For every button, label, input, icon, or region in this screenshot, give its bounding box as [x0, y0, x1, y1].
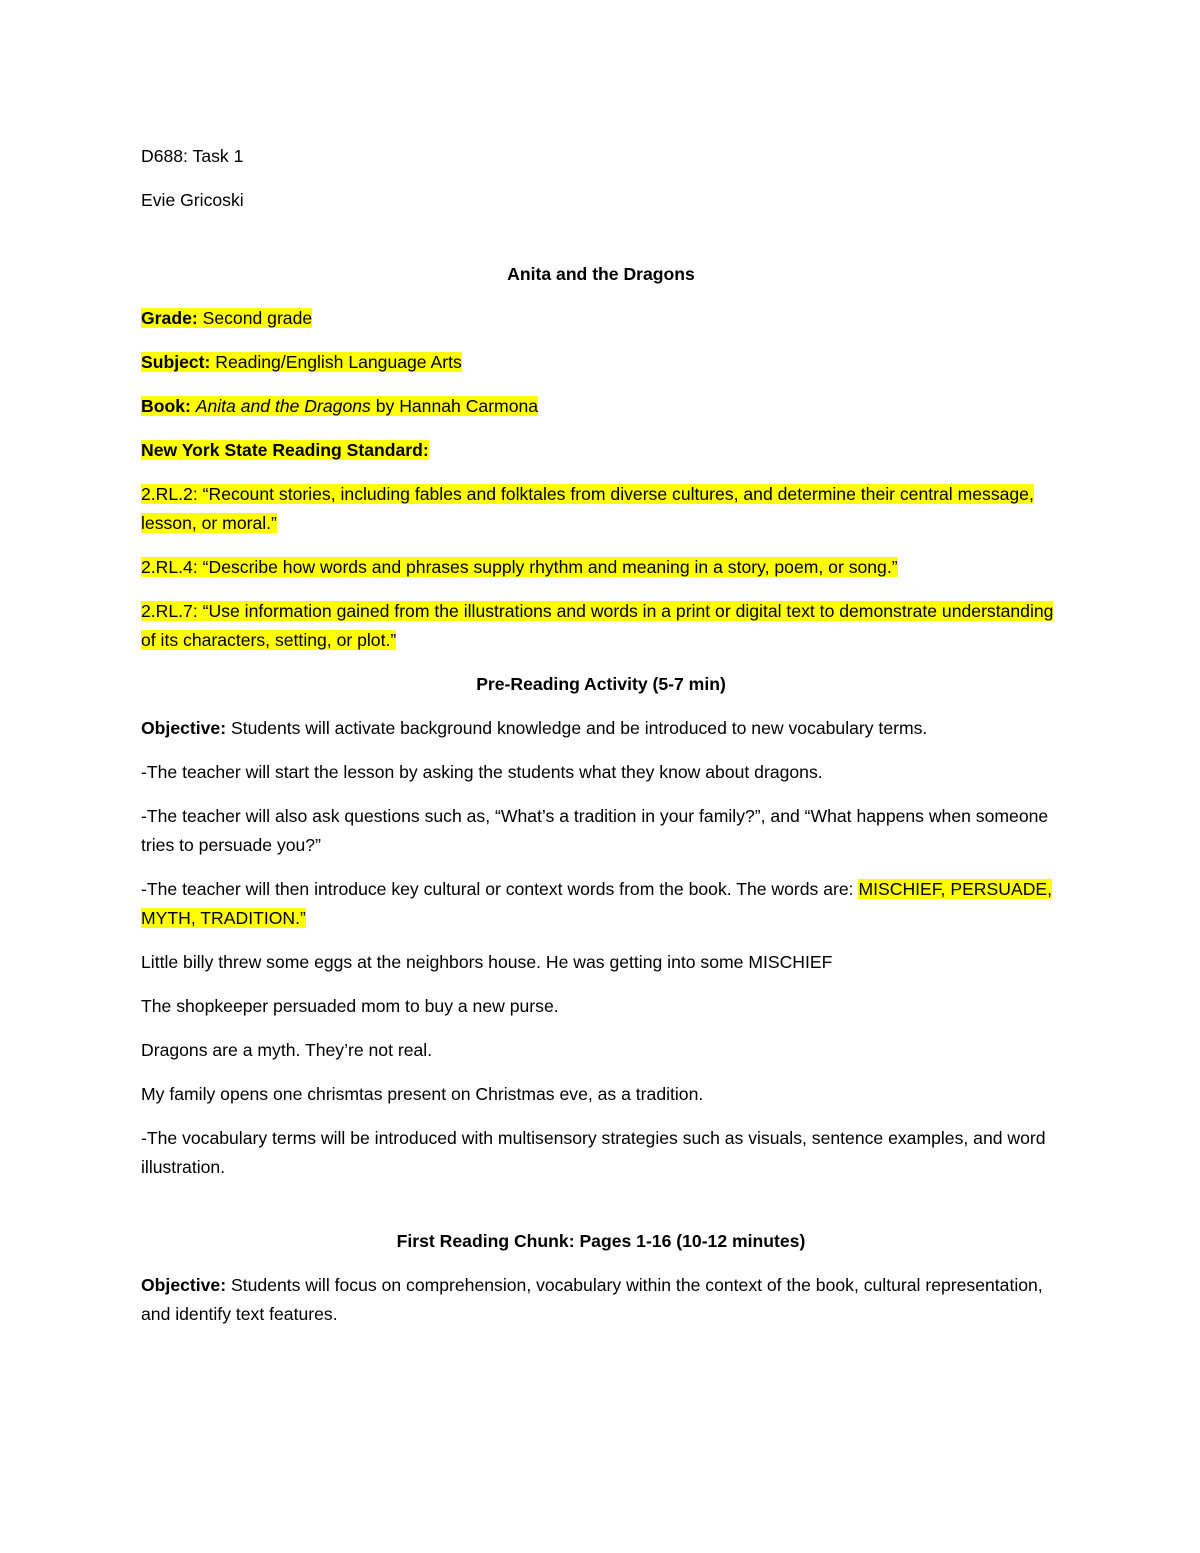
example-sentence-1: Little billy threw some eggs at the neighbors house. He was getting into some MISCHIEF [141, 952, 833, 972]
document-title: Anita and the Dragons [507, 264, 695, 284]
book-line [141, 392, 1061, 421]
standard-text: “Describe how words and phrases supply rhythm and meaning in a story, poem, or song.” [202, 557, 898, 577]
standard-heading: New York State Reading Standard: [141, 440, 429, 460]
grade-line [141, 304, 1061, 333]
book-author: by Hannah Carmona [375, 396, 539, 416]
standard-code: 2.RL.2: [141, 484, 198, 504]
course-line: D688: Task 1 [141, 146, 244, 166]
first-chunk-heading: First Reading Chunk: Pages 1-16 (10-12 minutes) [396, 1231, 806, 1251]
standard-code: 2.RL.4: [141, 557, 198, 577]
pre-reading-objective [141, 714, 1061, 743]
grade-label: Grade: [141, 308, 198, 328]
document-body [141, 142, 1061, 1344]
book-title: Anita and the Dragons [195, 396, 371, 416]
book-label: Book: [141, 396, 191, 416]
grade-value: Second grade [202, 308, 313, 328]
vocabulary-words: MISCHIEF, PERSUADE, MYTH, TRADITION.” [141, 879, 1053, 928]
standard-item [141, 553, 1061, 582]
pre-reading-item-1: -The teacher will start the lesson by asking the students what they know about dragons. [141, 762, 823, 782]
objective-text: Students will focus on comprehension, vocabulary within the context of the book, cultural representation, and identify text features. [141, 1275, 1043, 1324]
standard-text: “Recount stories, including fables and folktales from diverse cultures, and determine their central message, lesson, or moral.” [141, 484, 1034, 533]
subject-label: Subject: [141, 352, 211, 372]
standard-text: “Use information gained from the illustrations and words in a print or digital text to demonstrate understanding of its characters, setting, or plot.” [141, 601, 1054, 650]
example-sentence-2: The shopkeeper persuaded mom to buy a new purse. [141, 996, 559, 1016]
first-chunk-objective [141, 1271, 1061, 1329]
standard-item [141, 480, 1061, 538]
pre-reading-heading: Pre-Reading Activity (5-7 min) [476, 674, 726, 694]
author-line: Evie Gricoski [141, 190, 244, 210]
pre-reading-item-2: -The teacher will also ask questions such as, “What’s a tradition in your family?”, and “What happens when someone tries to persuade you?” [141, 806, 1049, 855]
subject-line [141, 348, 1061, 377]
subject-value: Reading/English Language Arts [215, 352, 462, 372]
pre-reading-item-4: -The vocabulary terms will be introduced with multisensory strategies such as visuals, sentence examples, and word illustration. [141, 1128, 1046, 1177]
standard-item [141, 597, 1061, 655]
objective-text: Students will activate background knowledge and be introduced to new vocabulary terms. [230, 718, 928, 738]
objective-label: Objective: [141, 718, 227, 738]
standard-code: 2.RL.7: [141, 601, 198, 621]
pre-reading-item-3 [141, 875, 1061, 933]
item3-prefix: -The teacher will then introduce key cultural or context words from the book. The words are: [141, 879, 854, 899]
example-sentence-3: Dragons are a myth. They’re not real. [141, 1040, 433, 1060]
example-sentence-4: My family opens one chrismtas present on Christmas eve, as a tradition. [141, 1084, 704, 1104]
objective-label: Objective: [141, 1275, 227, 1295]
